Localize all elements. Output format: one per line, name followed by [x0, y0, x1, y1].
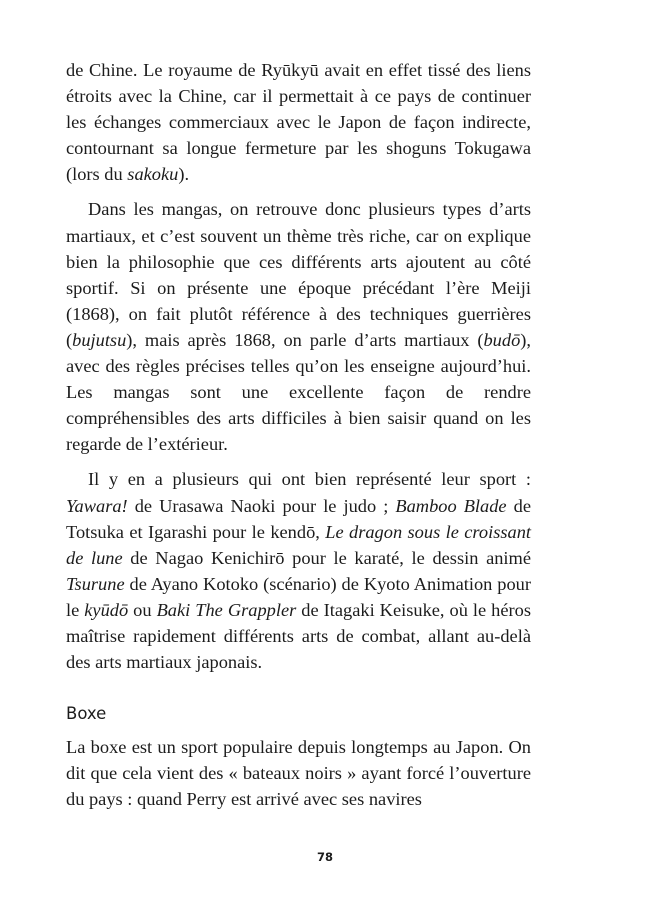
italic-text: Baki The Grappler — [156, 599, 297, 620]
italic-text: bujutsu — [72, 329, 127, 350]
italic-text: kyūdō — [84, 599, 129, 620]
text-run: ), mais après 1868, on parle d’arts martiaux ( — [126, 329, 484, 350]
paragraph — [66, 196, 531, 457]
text-run: de Urasawa Naoki pour le judo ; — [127, 495, 396, 516]
text-run: ), avec des règles précises telles qu’on les enseigne aujourd’hui. Les mangas sont une excellente façon de rendre compréhensibles des arts difficiles à bien saisir quand on les regarde de l’extérieur. — [66, 329, 531, 455]
text-run: La boxe est un sport populaire depuis longtemps au Japon. On dit que cela vient des « bateaux noirs » ayant forcé l’ouverture du pays : quand Perry est arrivé avec ses navires — [66, 737, 531, 810]
text-run: de Ayano Kotoko (scénario) de Kyoto Animation pour le — [66, 573, 531, 620]
section-heading: Boxe — [66, 704, 107, 724]
body-text — [66, 57, 531, 675]
italic-text: sakoku — [127, 164, 179, 185]
page-body — [66, 57, 531, 812]
page-number: 78 — [316, 850, 333, 864]
text-run: de Chine. Le royaume de Ryūkyū avait en effet tissé des liens étroits avec la Chine, car il permettait à ce pays de continuer les échanges commerciaux avec le Japon de façon indirecte, contournant sa longue fermeture par les shoguns Tokugawa (lors du — [66, 60, 531, 185]
text-run: ). — [178, 164, 190, 185]
text-run: de Totsuka et Igarashi pour le kendō, — [66, 495, 531, 542]
text-run: Il y en a plusieurs qui ont bien représenté leur sport : — [88, 469, 531, 490]
section-text — [66, 734, 531, 812]
paragraph — [66, 57, 531, 187]
italic-text: Bamboo Blade — [395, 495, 507, 516]
text-run: de Nagao Kenichirō pour le karaté, le dessin animé — [122, 547, 532, 568]
italic-text: budō — [483, 329, 521, 350]
italic-text: Le dragon sous le croissant de lune — [66, 521, 532, 568]
italic-text: Yawara! — [66, 495, 128, 516]
paragraph — [66, 466, 531, 675]
text-run: ou — [128, 599, 157, 620]
italic-text: Tsurune — [66, 573, 125, 594]
paragraph — [66, 734, 531, 812]
text-run: de Itagaki Keisuke, où le héros maîtrise rapidement différents arts de combat, allant au-delà des arts martiaux japonais. — [66, 599, 531, 673]
text-run: Dans les mangas, on retrouve donc plusieurs types d’arts martiaux, et c’est souvent un thème très riche, car on explique bien la philosophie que ces différents arts ajoutent au côté sportif. Si on présente une époque précédant l’ère Meiji (1868), on fait plutôt référence à des techniques guerrières ( — [66, 199, 531, 350]
